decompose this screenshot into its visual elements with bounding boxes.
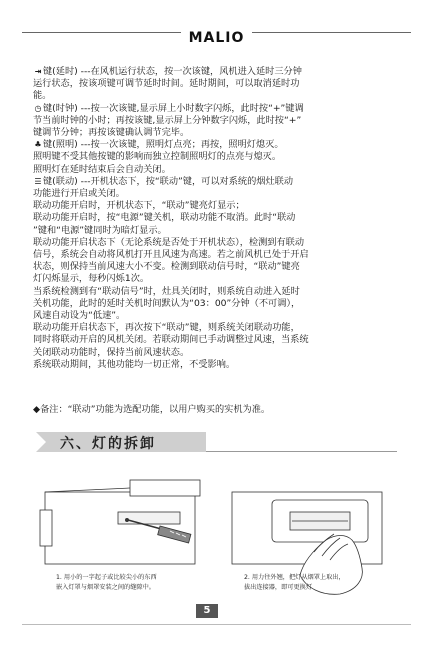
caption-step2 [244, 573, 345, 593]
text-line: 信号，系统会自动将风机打开且风速为高速。若之前风机已处于开启 [33, 249, 309, 261]
text-line: 键调节分钟；再按该键确认调节完毕。 [33, 127, 190, 139]
clock-icon: ◷ [34, 103, 42, 113]
link-icon: ☰ [34, 176, 42, 186]
section-title: 六、灯的拆卸 [60, 436, 156, 452]
step1-diagram [40, 480, 200, 564]
text-line: 状态，则保持当前风速大小不变。检测到联动信号时，“联动”键亮 [33, 261, 300, 273]
text-line: 联动功能开启状态下（无论系统是否处于开机状态），检测到有联动 [33, 236, 305, 248]
text-line: 照明灯在延时结束后会自动关闭。 [33, 163, 171, 175]
caption-line: 2. 用力往外翘，把灯从烟罩上取出， [244, 574, 345, 581]
light-key-desc: ♣键(照明) ---按一次该键，照明灯点亮；再按，照明灯熄灭。 [34, 139, 284, 151]
text-line: ”键和“电源”键同时为暗灯显示。 [33, 224, 167, 236]
delay-icon: ⇥ [34, 67, 42, 76]
remark-note: ◆备注：“联动”功能为选配功能，以用户购买的实机为准。 [33, 404, 271, 415]
caption-line: 拔出连接器，即可更换灯 [244, 584, 313, 591]
text-line: 关机功能，此时的延时关机时间默认为“03：00”分钟（不可调）， [33, 297, 301, 309]
text-line: 节当前时钟的小时；再按该键,显示屏上分钟数字闪烁，此时按“+” [33, 114, 302, 126]
text-line: 运行状态，按该项键可调节延时时间。延时期间，可以取消延时功 [33, 78, 300, 90]
text-line: 灯闪烁显示，每秒闪烁1次。 [33, 273, 150, 285]
caption-step1 [56, 573, 157, 593]
light-icon: ♣ [34, 140, 42, 150]
text-line: 当系统检测到有“联动信号”时，灶具关闭时，则系统自动进入延时 [33, 285, 300, 297]
footer-rule [22, 624, 411, 625]
text-line: 联动功能开启时，按“电源”键关机，联动功能不取消。此时“联动 [33, 212, 296, 224]
text-line: 联动功能开启时，开机状态下，“联动”键亮灯显示； [33, 200, 245, 212]
clock-key-desc: ◷ 键(时钟) ---按一次该键,显示屏上小时数字闪烁，此时按“+”键调 [34, 102, 304, 114]
page-number: 5 [196, 604, 218, 618]
text-line: 功能进行开启或关闭。 [33, 188, 125, 200]
logo-text: MALIO [181, 31, 253, 45]
link-key-desc: ☰键(联动) ---开机状态下，按“联动”键，可以对系统的烟灶联动 [34, 175, 294, 187]
text-line: 照明键不受其他按键的影响而独立控制照明灯的点亮与熄灭。 [33, 151, 282, 163]
caption-line: 嵌入灯罩与烟罩安装之间的缝隙中。 [56, 584, 155, 591]
text-line: 关闭联动功能时，保持当前风速状态。 [33, 346, 190, 358]
text-line: 能。 [33, 90, 52, 102]
caption-line: 1. 用小的一字起子或比较尖小的东西 [56, 574, 157, 581]
delay-key-desc: ⇥ 键(延时) ---在风机运行状态，按一次该键，风机进入延时三分钟 [34, 66, 302, 77]
text-line: 同时将联动开启的风机关闭。若联动期间已手动调整过风速，当系统 [33, 334, 309, 346]
text-line: 系统联动期间，其他功能均一切正常，不受影响。 [33, 358, 236, 370]
text-line: 联动功能开启状态下，再次按下“联动”键，则系统关闭联动功能， [33, 322, 300, 334]
text-line: 风速自动设为“低速”。 [33, 310, 126, 322]
